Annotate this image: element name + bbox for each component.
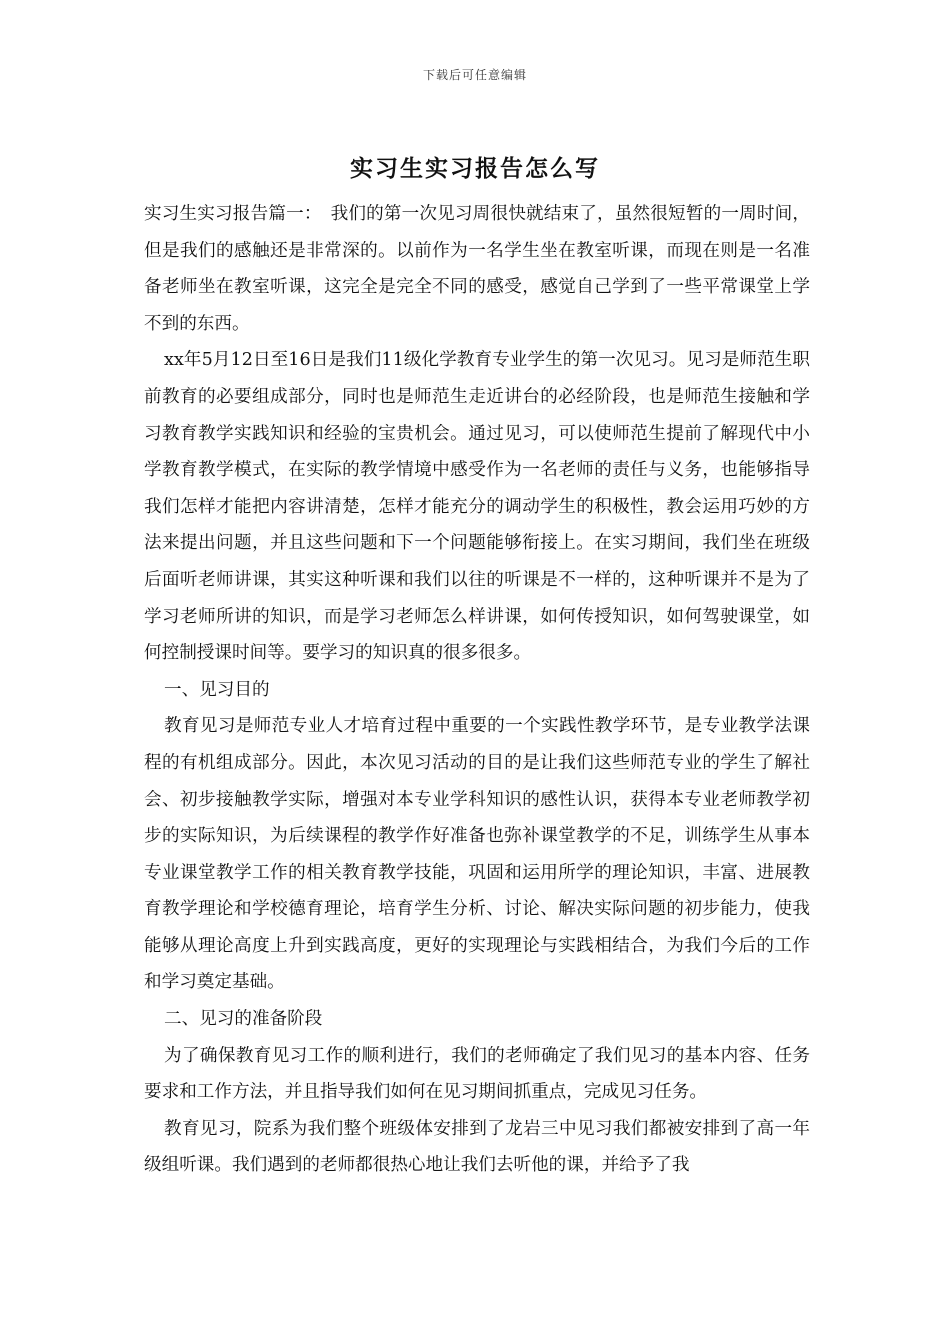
paragraph-preparation: 为了确保教育见习工作的顺利进行，我们的老师确定了我们见习的基本内容、任务要求和工作方法，并且指导我们如何在见习期间抓重点，完成见习任务。	[144, 1045, 810, 1103]
document-body	[144, 196, 810, 1184]
paragraph-purpose: 教育见习是师范专业人才培育过程中重要的一个实践性教学环节，是专业教学法课程的有机组成部分。因此，本次见习活动的目的是让我们这些师范专业的学生了解社会、初步接触教学实际，增强对本专业学科知识的感性认识，获得本专业老师教学初步的实际知识，为后续课程的教学作好准备也弥补课堂教学的不足，训练学生从事本专业课堂教学工作的相关教育教学技能，巩固和运用所学的理论知识，丰富、进展教育教学理论和学校德育理论，培育学生分析、讨论、解决实际问题的初步能力，使我能够从理论高度上升到实践高度，更好的实现理论与实践相结合，为我们今后的工作和学习奠定基础。	[144, 716, 810, 993]
paragraph-background: xx年5月12日至16日是我们11级化学教育专业学生的第一次见习。见习是师范生职前教育的必要组成部分，同时也是师范生走近讲台的必经阶段，也是师范生接触和学习教育教学实践知识和经验的宝贵机会。通过见习，可以使师范生提前了解现代中小学教育教学模式，在实际的教学情境中感受作为一名老师的责任与义务，也能够指导我们怎样才能把内容讲清楚，怎样才能充分的调动学生的积极性，教会运用巧妙的方法来提出问题，并且这些问题和下一个问题能够衔接上。在实习期间，我们坐在班级后面听老师讲课，其实这种听课和我们以往的听课是不一样的，这种听课并不是为了学习老师所讲的知识，而是学习老师怎么样讲课，如何传授知识，如何驾驶课堂，如何控制授课时间等。要学习的知识真的很多很多。	[144, 350, 810, 664]
section-heading-purpose: 一、见习目的	[164, 679, 270, 700]
page-header-note: 下载后可任意编辑	[422, 68, 527, 82]
paragraph-arrangement: 教育见习，院系为我们整个班级体安排到了龙岩三中见习我们都被安排到了高一年级组听课。我们遇到的老师都很热心地让我们去听他的课，并给予了我	[144, 1118, 810, 1176]
paragraph-intro: 实习生实习报告篇一： 我们的第一次见习周很快就结束了，虽然很短暂的一周时间，但是我们的感触还是非常深的。以前作为一名学生坐在教室听课，而现在则是一名准备老师坐在教室听课，这完全是完全不同的感受，感觉自己学到了一些平常课堂上学不到的东西。	[144, 204, 810, 334]
document-title: 实习生实习报告怎么写	[350, 155, 600, 182]
section-heading-preparation: 二、见习的准备阶段	[164, 1009, 323, 1030]
